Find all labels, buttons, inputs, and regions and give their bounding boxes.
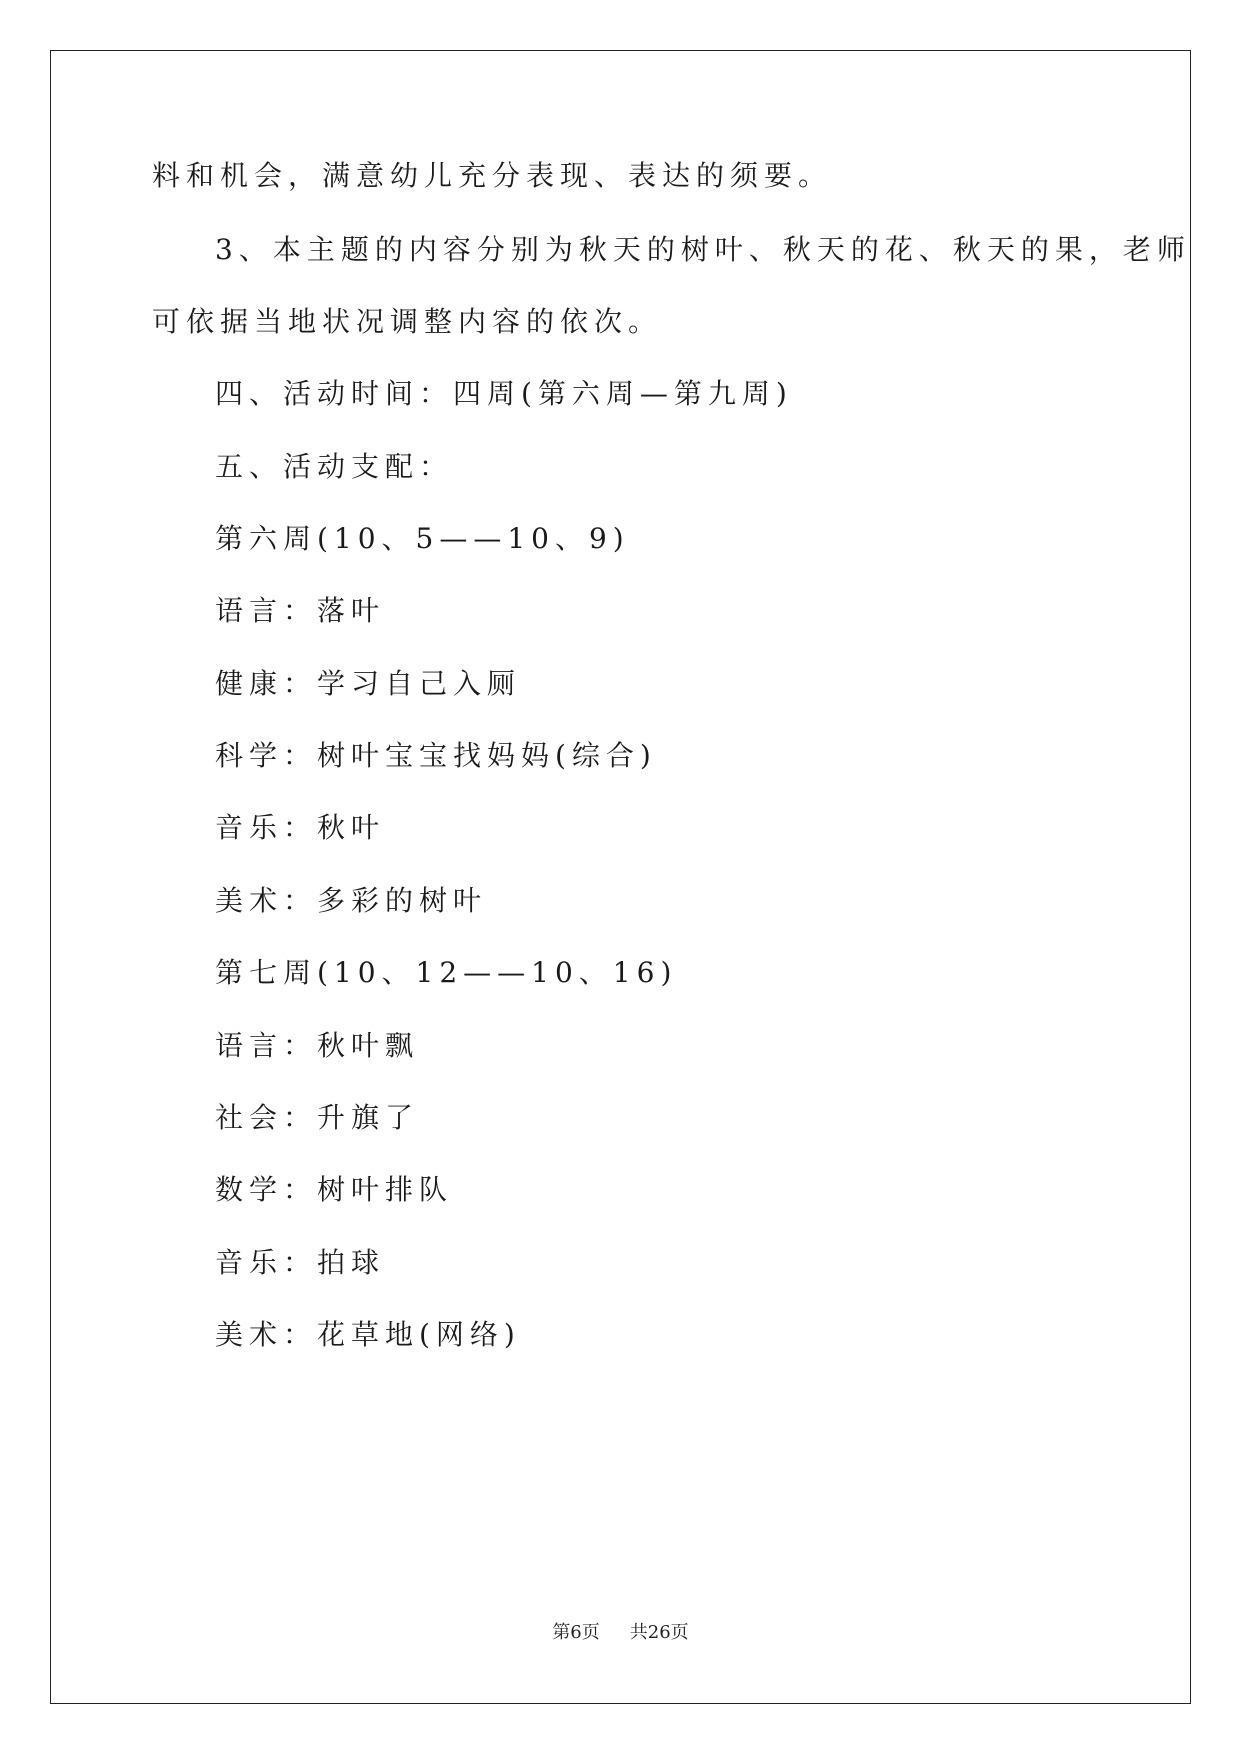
activity-item: 美术：多彩的树叶 — [215, 884, 488, 917]
page-total: 共26页 — [629, 1622, 689, 1643]
activity-item: 语言：落叶 — [215, 594, 386, 627]
activity-item: 音乐：拍球 — [215, 1246, 386, 1279]
activity-item: 健康：学习自己入厕 — [215, 667, 522, 700]
week-heading: 第七周(10、12——10、16) — [215, 956, 678, 989]
section-heading: 五、活动支配： — [215, 450, 454, 483]
page-footer — [0, 1618, 1241, 1644]
paragraph-line: 3、本主题的内容分别为秋天的树叶、秋天的花、秋天的果，老师 — [215, 233, 1191, 266]
activity-item: 美术：花草地(网络) — [215, 1318, 521, 1351]
activity-item: 科学：树叶宝宝找妈妈(综合) — [215, 739, 657, 772]
paragraph-line: 料和机会，满意幼儿充分表现、表达的须要。 — [152, 159, 833, 192]
page-border — [50, 50, 1191, 1704]
activity-item: 音乐：秋叶 — [215, 811, 386, 844]
week-heading: 第六周(10、5——10、9) — [215, 522, 630, 555]
page-number: 第6页 — [552, 1622, 600, 1643]
activity-item: 社会：升旗了 — [215, 1101, 420, 1134]
activity-item: 数学：树叶排队 — [215, 1173, 454, 1206]
section-heading: 四、活动时间：四周(第六周—第九周) — [215, 377, 793, 410]
activity-item: 语言：秋叶飘 — [215, 1029, 420, 1062]
paragraph-line: 可依据当地状况调整内容的依次。 — [152, 305, 663, 338]
